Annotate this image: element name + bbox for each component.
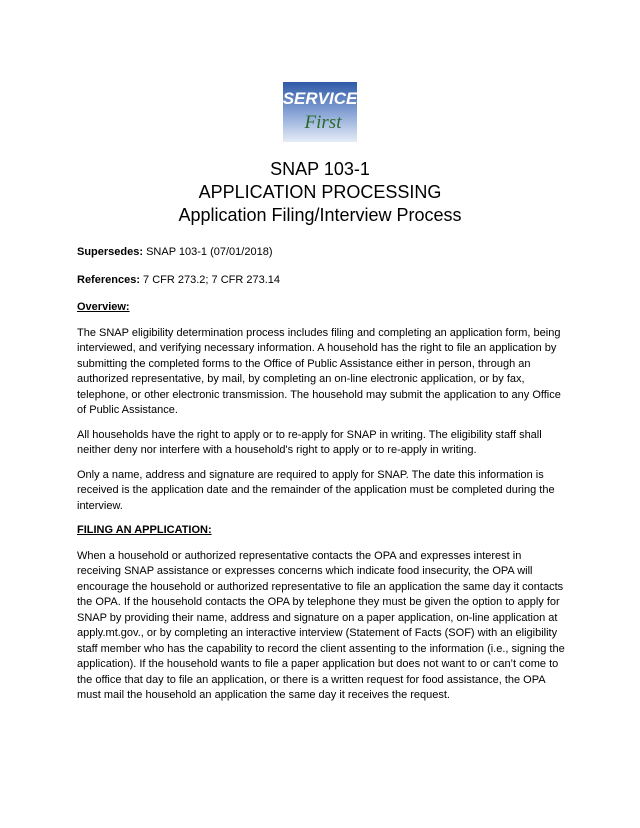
overview-paragraph-2: All households have the right to apply or to re-apply for SNAP in writing. The eligibility staff shall neither deny nor interfere with a household's right to apply or to re-apply in writing.	[77, 428, 542, 456]
filing-heading: FILING AN APPLICATION:	[77, 524, 212, 536]
overview-paragraph-1: The SNAP eligibility determination process includes filing and completing an application form, being interviewed, and verifying necessary information. A household has the right to file an application by submitting the completed forms to the Office of Public Assistance either in person, through an authorized representative, by mail, by completing an on-line electronic application, or by fax, telephone, or other electronic transmission. The household may submit the application to any Office of Public Assistance.	[77, 326, 561, 416]
document-body	[77, 245, 565, 713]
references-value: 7 CFR 273.2; 7 CFR 273.14	[143, 273, 281, 286]
service-first-logo	[283, 82, 357, 142]
supersedes-value: SNAP 103-1 (07/01/2018)	[146, 246, 273, 258]
logo-word-service: SERVICE	[283, 89, 357, 108]
supersedes-line	[77, 245, 565, 261]
title-block	[0, 158, 640, 227]
filing-paragraph-1: When a household or authorized representative contacts the OPA and expresses interest in receiving SNAP assistance or expresses concerns which indicate food insecurity, the OPA will encourage the household or authorized representative to file an application the same day it contacts the OPA. If the household contacts the OPA by telephone they must be given the option to apply for SNAP by providing their name, address and signature on a paper application, on-line application at apply.mt.gov., or by completing an interactive interview (Statement of Facts (SOF) with an eligibility staff member who has the capability to record the client assenting to the information (i.e., signing the application). If the household wants to file a paper application but does not want to or can’t come to the office that day to file an application, or there is a written request for food assistance, the OPA must mail the household an application the same day it receives the request.	[77, 549, 565, 701]
doc-subject: Application Filing/Interview Process	[178, 205, 462, 225]
doc-section: APPLICATION PROCESSING	[198, 182, 442, 202]
overview-paragraph-3: Only a name, address and signature are required to apply for SNAP. The date this information is received is the application date and the remainder of the application must be completed during the interview.	[77, 468, 555, 512]
doc-number: SNAP 103-1	[270, 159, 370, 179]
supersedes-label: Supersedes:	[77, 246, 144, 258]
references-line	[77, 273, 565, 289]
logo-word-first: First	[304, 112, 342, 133]
overview-heading: Overview:	[77, 301, 130, 313]
references-label: References:	[77, 273, 140, 286]
